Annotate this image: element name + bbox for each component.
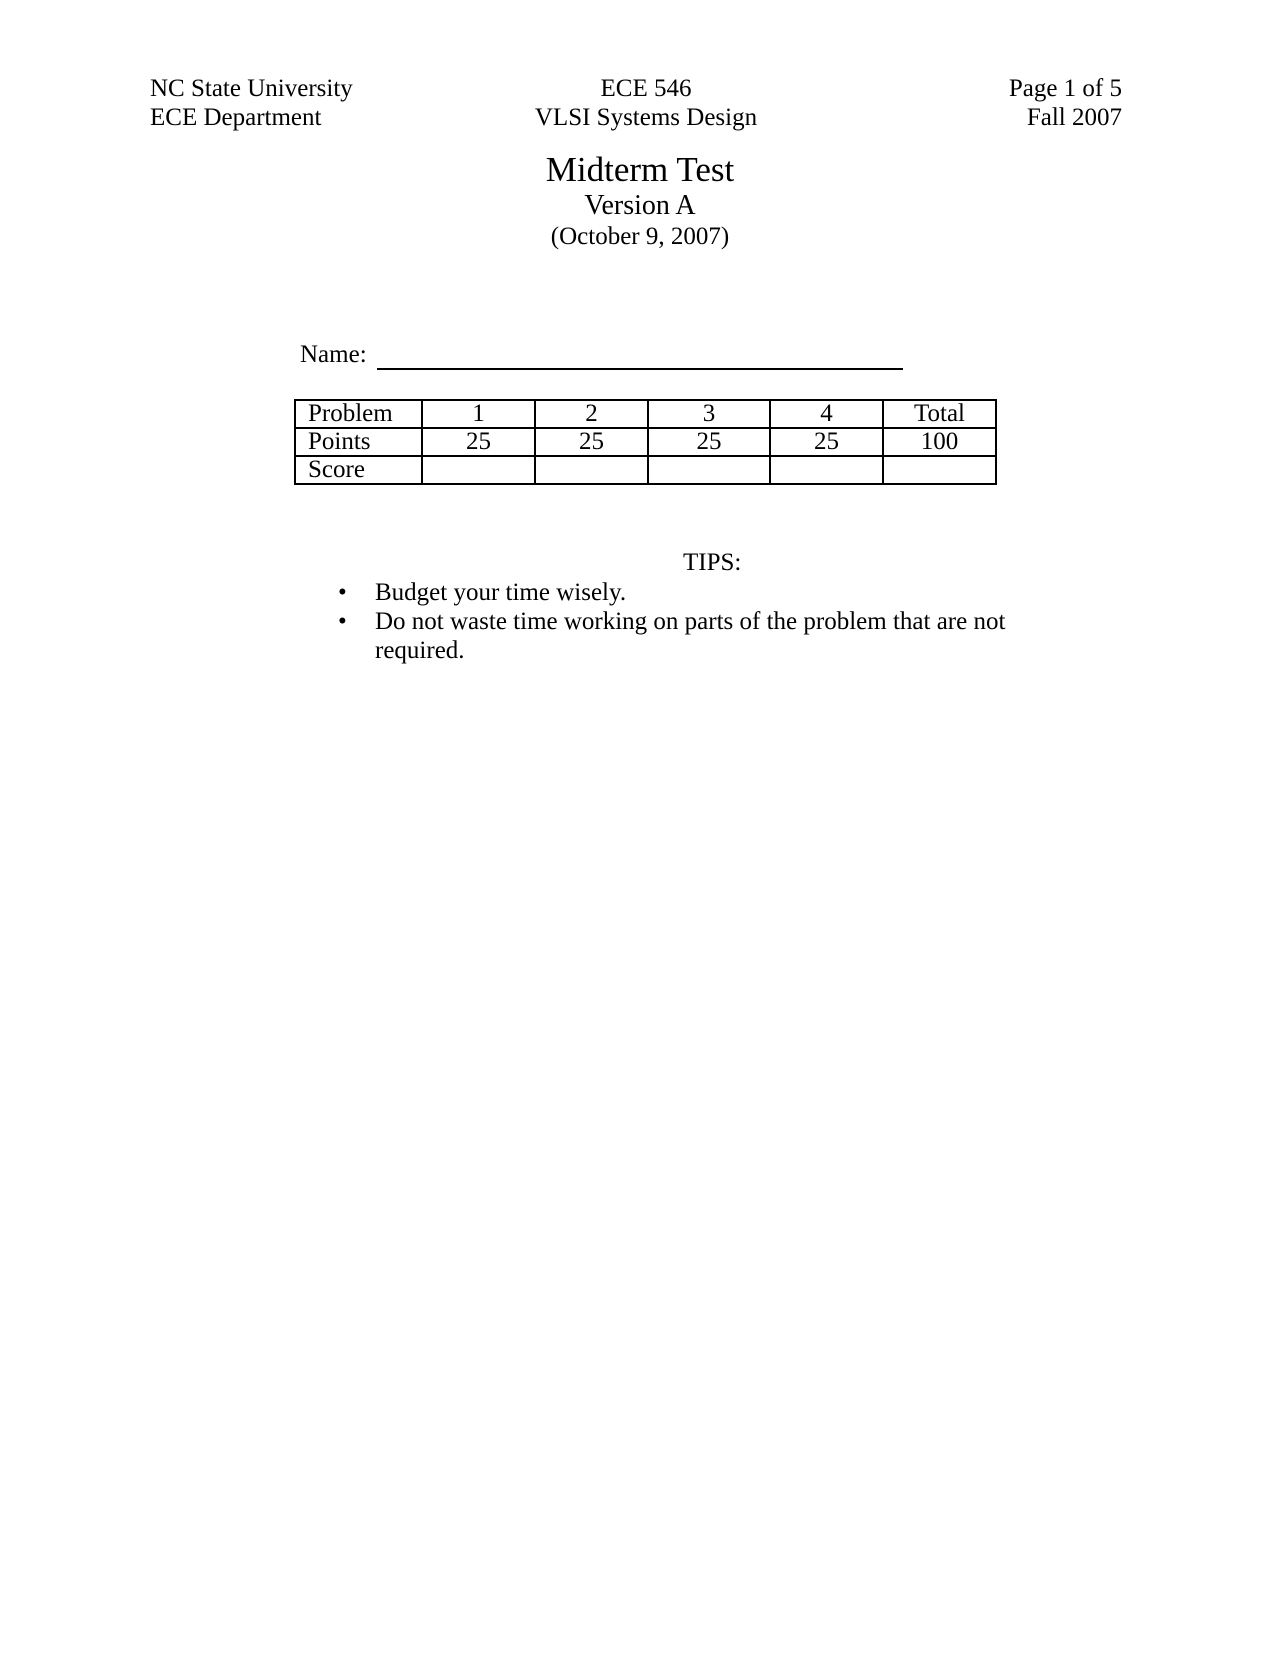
score-cell-4[interactable] [770,456,883,484]
table-row-points [295,428,996,456]
table-row-problem [295,400,996,428]
table-cell: 3 [648,400,770,428]
score-cell-2[interactable] [535,456,648,484]
name-field[interactable] [377,344,903,370]
table-cell: Problem [295,400,422,428]
department-name: ECE Department [150,104,322,131]
page-number: Page 1 of 5 [1008,75,1122,102]
bullet-icon: • [338,608,347,635]
tip-text: Do not waste time working on parts of the problem that are not required. [375,608,1006,664]
title-block [0,150,1280,252]
table-row-score [295,456,996,484]
table-cell: Total [883,400,996,428]
table-cell: 25 [648,428,770,456]
list-item [328,607,1008,665]
table-cell: 100 [883,428,996,456]
semester: Fall 2007 [1026,104,1122,131]
score-table [294,399,997,485]
course-code: ECE 546 [600,75,692,102]
table-cell: Score [295,456,422,484]
table-cell: 25 [535,428,648,456]
university-name: NC State University [150,75,353,102]
bullet-icon: • [338,579,347,606]
name-row [300,340,903,370]
table-cell: Points [295,428,422,456]
score-cell-1[interactable] [422,456,535,484]
tips-list [328,578,1008,665]
version-label: Version A [584,190,696,221]
score-cell-3[interactable] [648,456,770,484]
score-cell-total[interactable] [883,456,996,484]
page-title: Midterm Test [545,150,735,189]
tip-text: Budget your time wisely. [375,579,627,606]
tips-heading: TIPS: [683,549,742,576]
table-cell: 4 [770,400,883,428]
header-right [1009,74,1122,132]
table-cell: 2 [535,400,648,428]
table-cell: 1 [422,400,535,428]
table-cell: 25 [770,428,883,456]
exam-date: (October 9, 2007) [550,223,730,250]
list-item [328,578,1008,607]
name-label: Name: [300,341,367,368]
table-cell: 25 [422,428,535,456]
course-name: VLSI Systems Design [534,104,758,131]
